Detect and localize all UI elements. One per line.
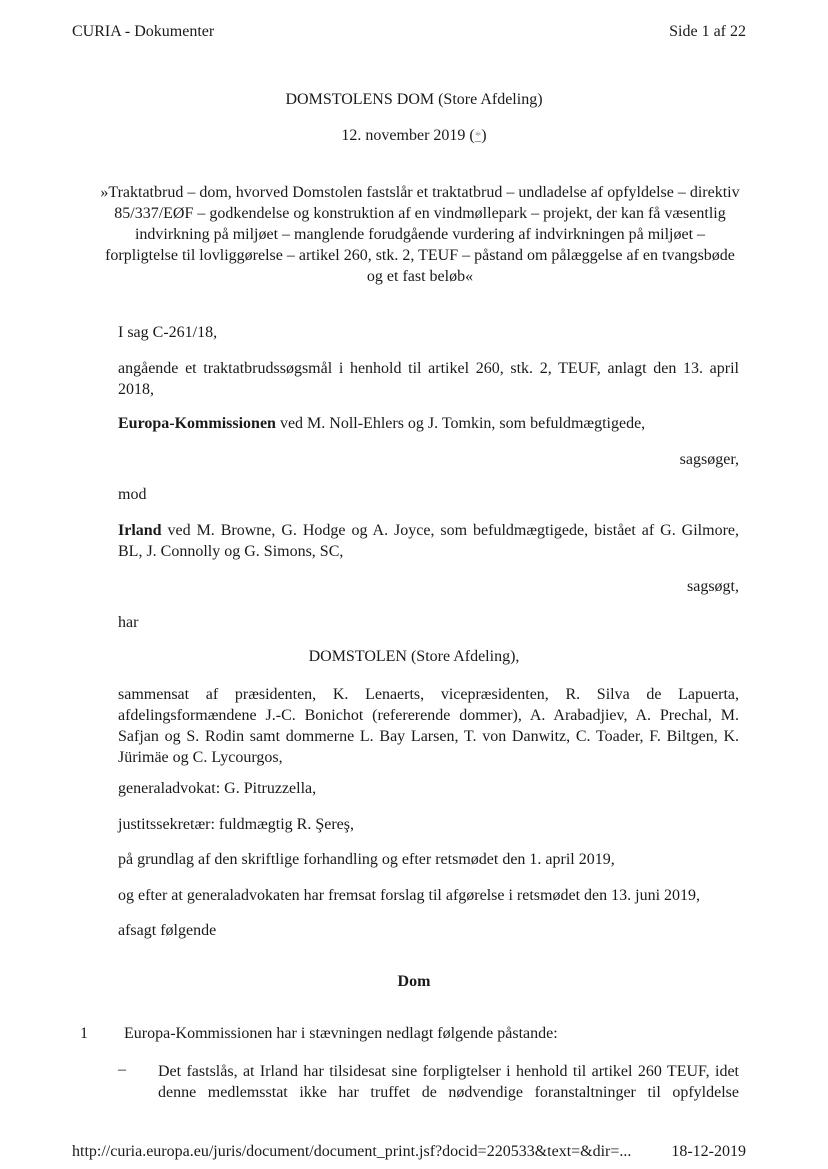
applicant-name: Europa-Kommissionen	[118, 415, 276, 432]
case-number: I sag C-261/18,	[118, 324, 218, 341]
date-close: )	[481, 127, 487, 144]
registrar: justitssekretær: fuldmægtig R. Şereş,	[118, 816, 354, 833]
applicant	[118, 413, 739, 434]
applicant-representatives: ved M. Noll-Ehlers og J. Tomkin, som befuldmægtigede,	[275, 415, 646, 432]
defendant-representatives: ved M. Browne, G. Hodge og A. Joyce, som befuldmægtigede, bistået af G. Gilmore, BL, J. Connolly og G. Simons, SC,	[118, 522, 739, 560]
header-source: CURIA - Dokumenter	[72, 23, 215, 40]
case-summary: »Traktatbrud – dom, hvorved Domstolen fastslår et traktatbrud – undladelse af opfyldelse – direktiv 85/337/EØF – godkendelse og konstruktion af en vindmøllepark – projekt, der kan få væsentlig indvirkning på miljøet – manglende forudgående vurdering af indvirkningen på miljøet – forpligtelse til lovliggørelse – artikel 260, stk. 2, TEUF – påstand om pålæggelse af en tvangsbøde og et fast beløb«	[100, 184, 740, 285]
procedure: på grundlag af den skriftlige forhandling og efter retsmødet den 1. april 2019,	[118, 851, 615, 868]
delivers: afsagt følgende	[118, 922, 217, 939]
bullet-text: Det fastslås, at Irland har tilsidesat sine forpligtelser i henhold til artikel 260 TEUF, idet denne medlemsstat ikke har truffet de nødvendige foranstaltninger til opfyldelse	[158, 1063, 739, 1101]
footer-url: http://curia.europa.eu/juris/document/document_print.jsf?docid=220533&text=&dir=...	[72, 1143, 632, 1160]
court-heading: DOMSTOLEN (Store Afdeling),	[308, 648, 520, 665]
applicant-role: sagsøger,	[679, 451, 739, 468]
court-composition: sammensat af præsidenten, K. Lenaerts, vicepræsidenten, R. Silva de Lapuerta, afdelingsformændene J.-C. Bonichot (refererende dommer), A. Arabadjiev, A. Prechal, M. Safjan og S. Rodin samt dommerne L. Bay Larsen, T. von Danwitz, C. Toader, F. Biltgen, K. Jürimäe og C. Lycourgos,	[118, 686, 739, 766]
bullet-dash: –	[118, 1061, 126, 1078]
page-indicator: Side 1 af 22	[669, 23, 746, 40]
date-text: 12. november 2019 (	[341, 127, 475, 144]
paragraph-text: Europa-Kommissionen har i stævningen nedlagt følgende påstande:	[124, 1025, 558, 1042]
defendant	[118, 520, 739, 562]
opinion: og efter at generaladvokaten har fremsat forslag til afgørelse i retsmødet den 13. juni 2019,	[118, 887, 701, 904]
judgment-heading: Dom	[397, 973, 431, 990]
footnote-link[interactable]: *	[474, 128, 482, 143]
advocate-general: generaladvokat: G. Pitruzzella,	[118, 780, 317, 797]
defendant-role: sagsøgt,	[687, 578, 739, 595]
has-text: har	[118, 614, 139, 631]
action-description: angående et traktatbrudssøgsmål i henhold til artikel 260, stk. 2, TEUF, anlagt den 13. april 2018,	[118, 360, 739, 398]
paragraph-number: 1	[80, 1025, 88, 1042]
footer-date: 18-12-2019	[671, 1143, 746, 1160]
judgment-date	[0, 127, 828, 145]
defendant-name: Irland	[118, 522, 162, 539]
page-title: DOMSTOLENS DOM (Store Afdeling)	[285, 91, 543, 108]
versus: mod	[118, 486, 147, 503]
